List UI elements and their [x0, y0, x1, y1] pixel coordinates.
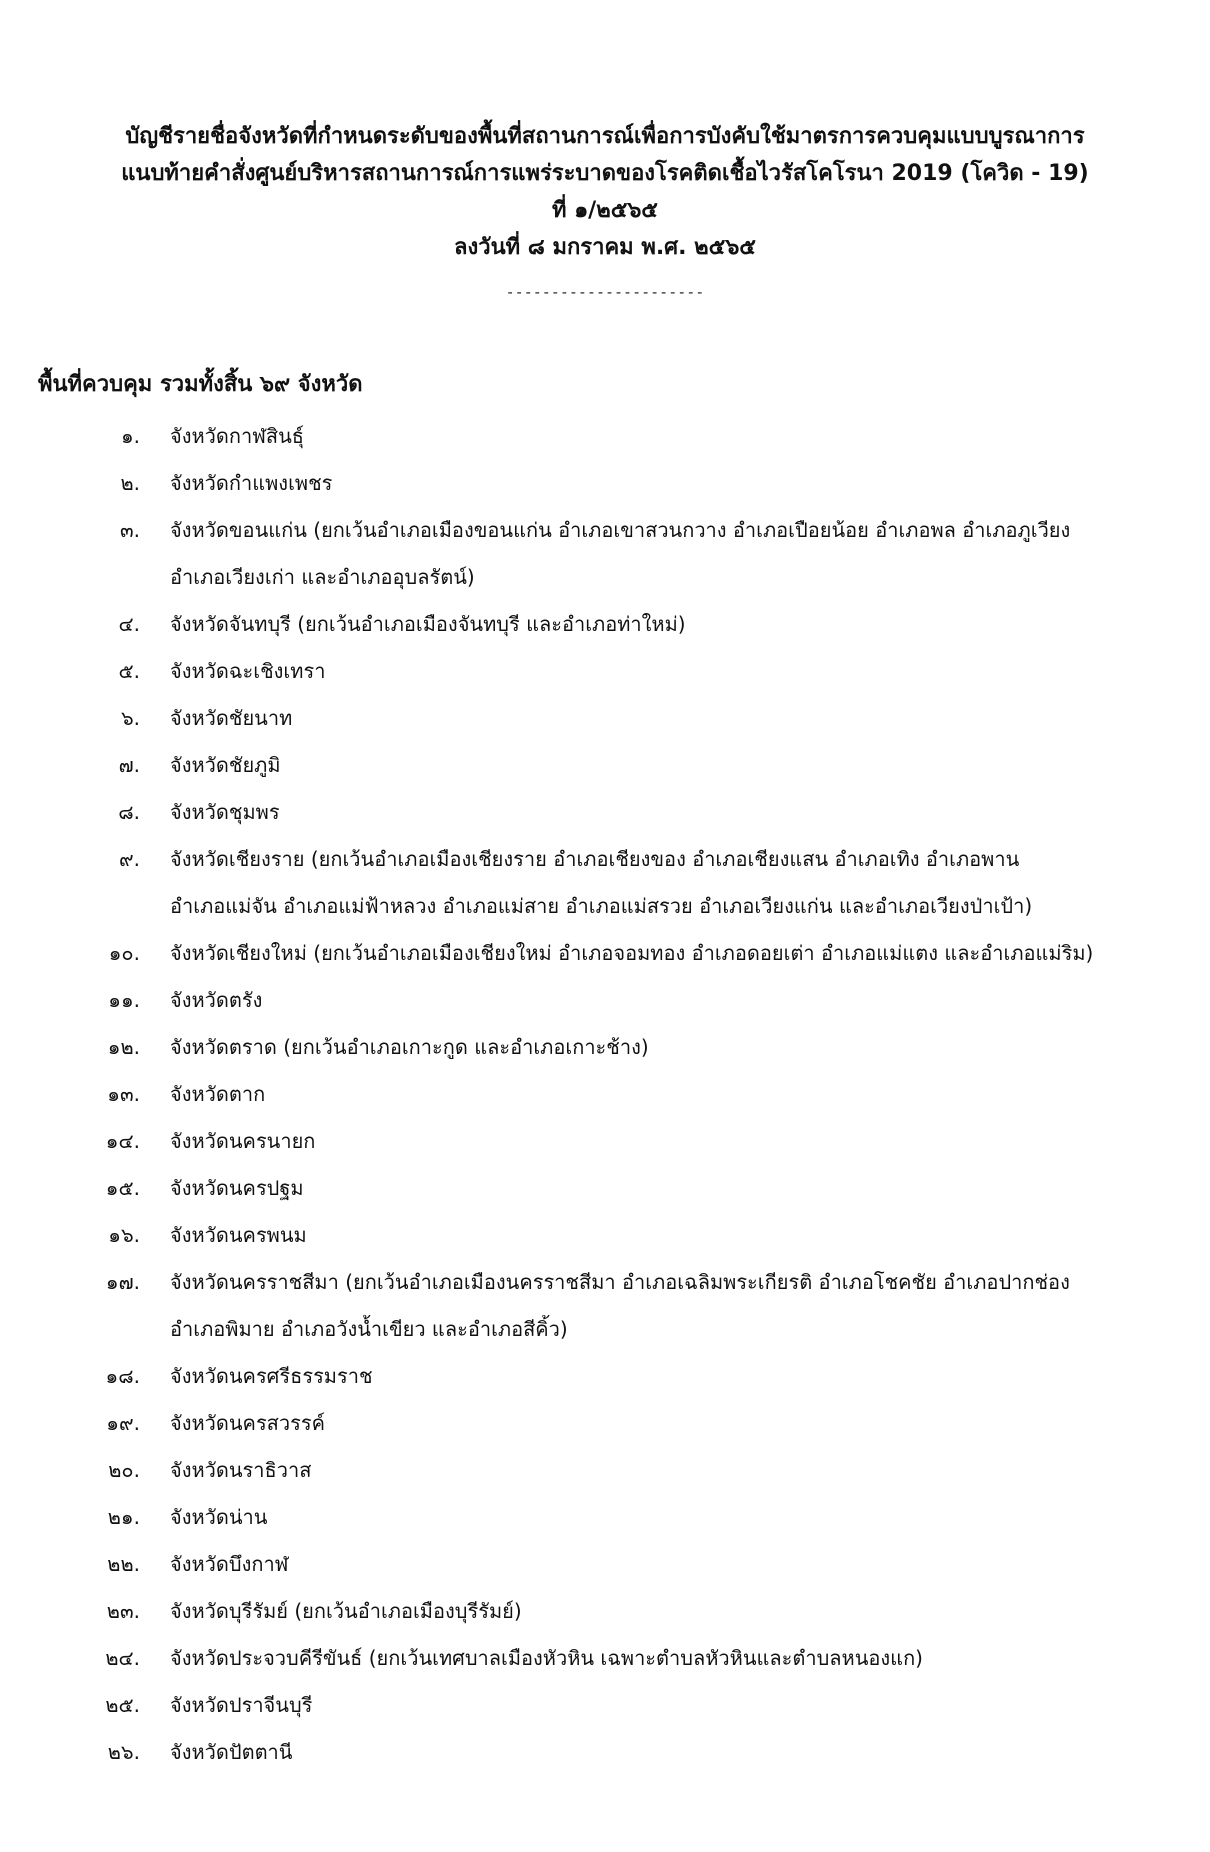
- item-text-line: จังหวัดนครสวรรค์: [170, 1411, 325, 1435]
- list-item: [0, 977, 1210, 1024]
- item-text-line: จังหวัดตราด (ยกเว้นอำเภอเกาะกูด และอำเภอเกาะช้าง): [170, 1035, 649, 1059]
- item-number: ๒๒.: [107, 1552, 140, 1576]
- item-text: [170, 930, 1180, 977]
- list-item: [0, 695, 1210, 742]
- item-text: [170, 1541, 1180, 1588]
- item-text: [170, 977, 1180, 1024]
- item-text-line: จังหวัดนครพนม: [170, 1223, 307, 1247]
- item-text-line: จังหวัดขอนแก่น (ยกเว้นอำเภอเมืองขอนแก่น อำเภอเขาสวนกวาง อำเภอเปือยน้อย อำเภอพล อำเภอภูเวียง: [170, 518, 1071, 542]
- item-text: [170, 1635, 1180, 1682]
- item-text-line: จังหวัดจันทบุรี (ยกเว้นอำเภอเมืองจันทบุรี และอำเภอท่าใหม่): [170, 612, 686, 636]
- province-list: [0, 413, 1210, 1776]
- item-text: [170, 413, 1180, 460]
- item-text: [170, 695, 1180, 742]
- item-number: ๑๐.: [108, 941, 140, 965]
- item-text-line: อำเภอเวียงเก่า และอำเภออุบลรัตน์): [170, 565, 475, 589]
- item-text-line: จังหวัดตรัง: [170, 988, 263, 1012]
- item-number: ๑๑.: [108, 988, 140, 1012]
- item-number: ๒๓.: [106, 1599, 140, 1623]
- list-item: [0, 413, 1210, 460]
- header-separator: ----------------------: [505, 283, 705, 301]
- header-title-line-2: แนบท้ายคำสั่งศูนย์บริหารสถานการณ์การแพร่ระบาดของโรคติดเชื้อไวรัสโคโรนา 2019 (โควิด - 19): [121, 161, 1089, 186]
- item-text-line: จังหวัดบึงกาฬ: [170, 1552, 289, 1576]
- list-item: [0, 742, 1210, 789]
- item-text: [170, 836, 1180, 930]
- list-item: [0, 601, 1210, 648]
- list-item: [0, 1212, 1210, 1259]
- list-item: [0, 1353, 1210, 1400]
- item-text-line: จังหวัดตาก: [170, 1082, 266, 1106]
- item-text-line: จังหวัดนครศรีธรรมราช: [170, 1364, 373, 1388]
- document-header: [60, 118, 1150, 266]
- list-item: [0, 1682, 1210, 1729]
- item-text: [170, 1353, 1180, 1400]
- item-number: ๒๕.: [105, 1693, 140, 1717]
- item-number: ๒.: [120, 471, 140, 495]
- item-text: [170, 1682, 1180, 1729]
- item-text: [170, 1447, 1180, 1494]
- item-text-line: จังหวัดน่าน: [170, 1505, 268, 1529]
- list-item: [0, 1400, 1210, 1447]
- item-text: [170, 601, 1180, 648]
- order-date: ลงวันที่ ๘ มกราคม พ.ศ. ๒๕๖๕: [454, 235, 756, 260]
- item-text: [170, 648, 1180, 695]
- item-number: ๑๒.: [107, 1035, 140, 1059]
- item-number: ๖.: [120, 706, 140, 730]
- item-text: [170, 1729, 1180, 1776]
- list-item: [0, 789, 1210, 836]
- item-number: ๔.: [118, 612, 140, 636]
- item-text-line: จังหวัดปัตตานี: [170, 1740, 293, 1764]
- list-item: [0, 1588, 1210, 1635]
- header-title-line-1: บัญชีรายชื่อจังหวัดที่กำหนดระดับของพื้นที่สถานการณ์เพื่อการบังคับใช้มาตรการควบคุมแบบบูรณาการ: [125, 124, 1085, 149]
- list-item: [0, 648, 1210, 695]
- item-number: ๕.: [118, 659, 140, 683]
- item-number: ๒๔.: [105, 1646, 140, 1670]
- item-text: [170, 1071, 1180, 1118]
- item-number: ๒๑.: [107, 1505, 140, 1529]
- list-item: [0, 1635, 1210, 1682]
- item-text-line: จังหวัดชัยภูมิ: [170, 753, 281, 777]
- item-text-line: อำเภอพิมาย อำเภอวังน้ำเขียว และอำเภอสีคิ้ว): [170, 1317, 568, 1341]
- list-item: [0, 507, 1210, 601]
- item-text-line: จังหวัดนราธิวาส: [170, 1458, 312, 1482]
- item-number: ๑๗.: [105, 1270, 140, 1294]
- list-item: [0, 460, 1210, 507]
- item-number: ๑๓.: [107, 1082, 140, 1106]
- item-text-line: จังหวัดบุรีรัมย์ (ยกเว้นอำเภอเมืองบุรีรัมย์): [170, 1599, 522, 1623]
- item-text-line: จังหวัดชัยนาท: [170, 706, 293, 730]
- item-text-line: จังหวัดฉะเชิงเทรา: [170, 659, 326, 683]
- item-number: ๑๘.: [105, 1364, 140, 1388]
- list-item: [0, 1024, 1210, 1071]
- item-number: ๗.: [118, 753, 140, 777]
- item-text-line: จังหวัดปราจีนบุรี: [170, 1693, 313, 1717]
- item-number: ๑๔.: [105, 1129, 140, 1153]
- item-text-line: อำเภอแม่จัน อำเภอแม่ฟ้าหลวง อำเภอแม่สาย อำเภอแม่สรวย อำเภอเวียงแก่น และอำเภอเวียงป่าเป้า): [170, 894, 1033, 918]
- item-text-line: จังหวัดกาฬสินธุ์: [170, 424, 304, 448]
- order-number: ที่ ๑/๒๕๖๕: [552, 198, 658, 223]
- item-text: [170, 789, 1180, 836]
- item-text-line: จังหวัดนครราชสีมา (ยกเว้นอำเภอเมืองนครราชสีมา อำเภอเฉลิมพระเกียรติ อำเภอโชคชัย อำเภอปากช่อง: [170, 1270, 1070, 1294]
- item-text-line: จังหวัดนครนายก: [170, 1129, 316, 1153]
- list-item: [0, 1447, 1210, 1494]
- item-number: ๓.: [119, 518, 140, 542]
- item-text-line: จังหวัดนครปฐม: [170, 1176, 304, 1200]
- item-text: [170, 1165, 1180, 1212]
- item-text: [170, 1259, 1180, 1353]
- item-text: [170, 742, 1180, 789]
- item-number: ๙.: [118, 847, 140, 871]
- item-text-line: จังหวัดประจวบคีรีขันธ์ (ยกเว้นเทศบาลเมืองหัวหิน เฉพาะตำบลหัวหินและตำบลหนองแก): [170, 1646, 923, 1670]
- list-item: [0, 1729, 1210, 1776]
- item-text-line: จังหวัดกำแพงเพชร: [170, 471, 333, 495]
- item-text: [170, 1118, 1180, 1165]
- item-text-line: จังหวัดชุมพร: [170, 800, 280, 824]
- item-text: [170, 1024, 1180, 1071]
- item-text-line: จังหวัดเชียงใหม่ (ยกเว้นอำเภอเมืองเชียงใหม่ อำเภอจอมทอง อำเภอดอยเต่า อำเภอแม่แตง และอำเภอแม่ริม): [170, 941, 1094, 965]
- list-item: [0, 836, 1210, 930]
- list-item: [0, 930, 1210, 977]
- item-number: ๑.: [120, 424, 140, 448]
- control-area-title: พื้นที่ควบคุม รวมทั้งสิ้น ๖๙ จังหวัด: [38, 372, 363, 397]
- list-item: [0, 1494, 1210, 1541]
- list-item: [0, 1165, 1210, 1212]
- list-item: [0, 1071, 1210, 1118]
- item-number: ๒๖.: [107, 1740, 140, 1764]
- item-text-line: จังหวัดเชียงราย (ยกเว้นอำเภอเมืองเชียงราย อำเภอเชียงของ อำเภอเชียงแสน อำเภอเทิง อำเภอพาน: [170, 847, 1020, 871]
- item-text: [170, 1400, 1180, 1447]
- item-text: [170, 1494, 1180, 1541]
- item-text: [170, 507, 1180, 601]
- item-number: ๘.: [118, 800, 140, 824]
- list-item: [0, 1259, 1210, 1353]
- list-item: [0, 1541, 1210, 1588]
- item-text: [170, 1212, 1180, 1259]
- item-number: ๑๖.: [108, 1223, 140, 1247]
- item-text: [170, 1588, 1180, 1635]
- item-number: ๑๙.: [106, 1411, 140, 1435]
- item-number: ๒๐.: [108, 1458, 140, 1482]
- list-item: [0, 1118, 1210, 1165]
- item-text: [170, 460, 1180, 507]
- item-number: ๑๕.: [105, 1176, 140, 1200]
